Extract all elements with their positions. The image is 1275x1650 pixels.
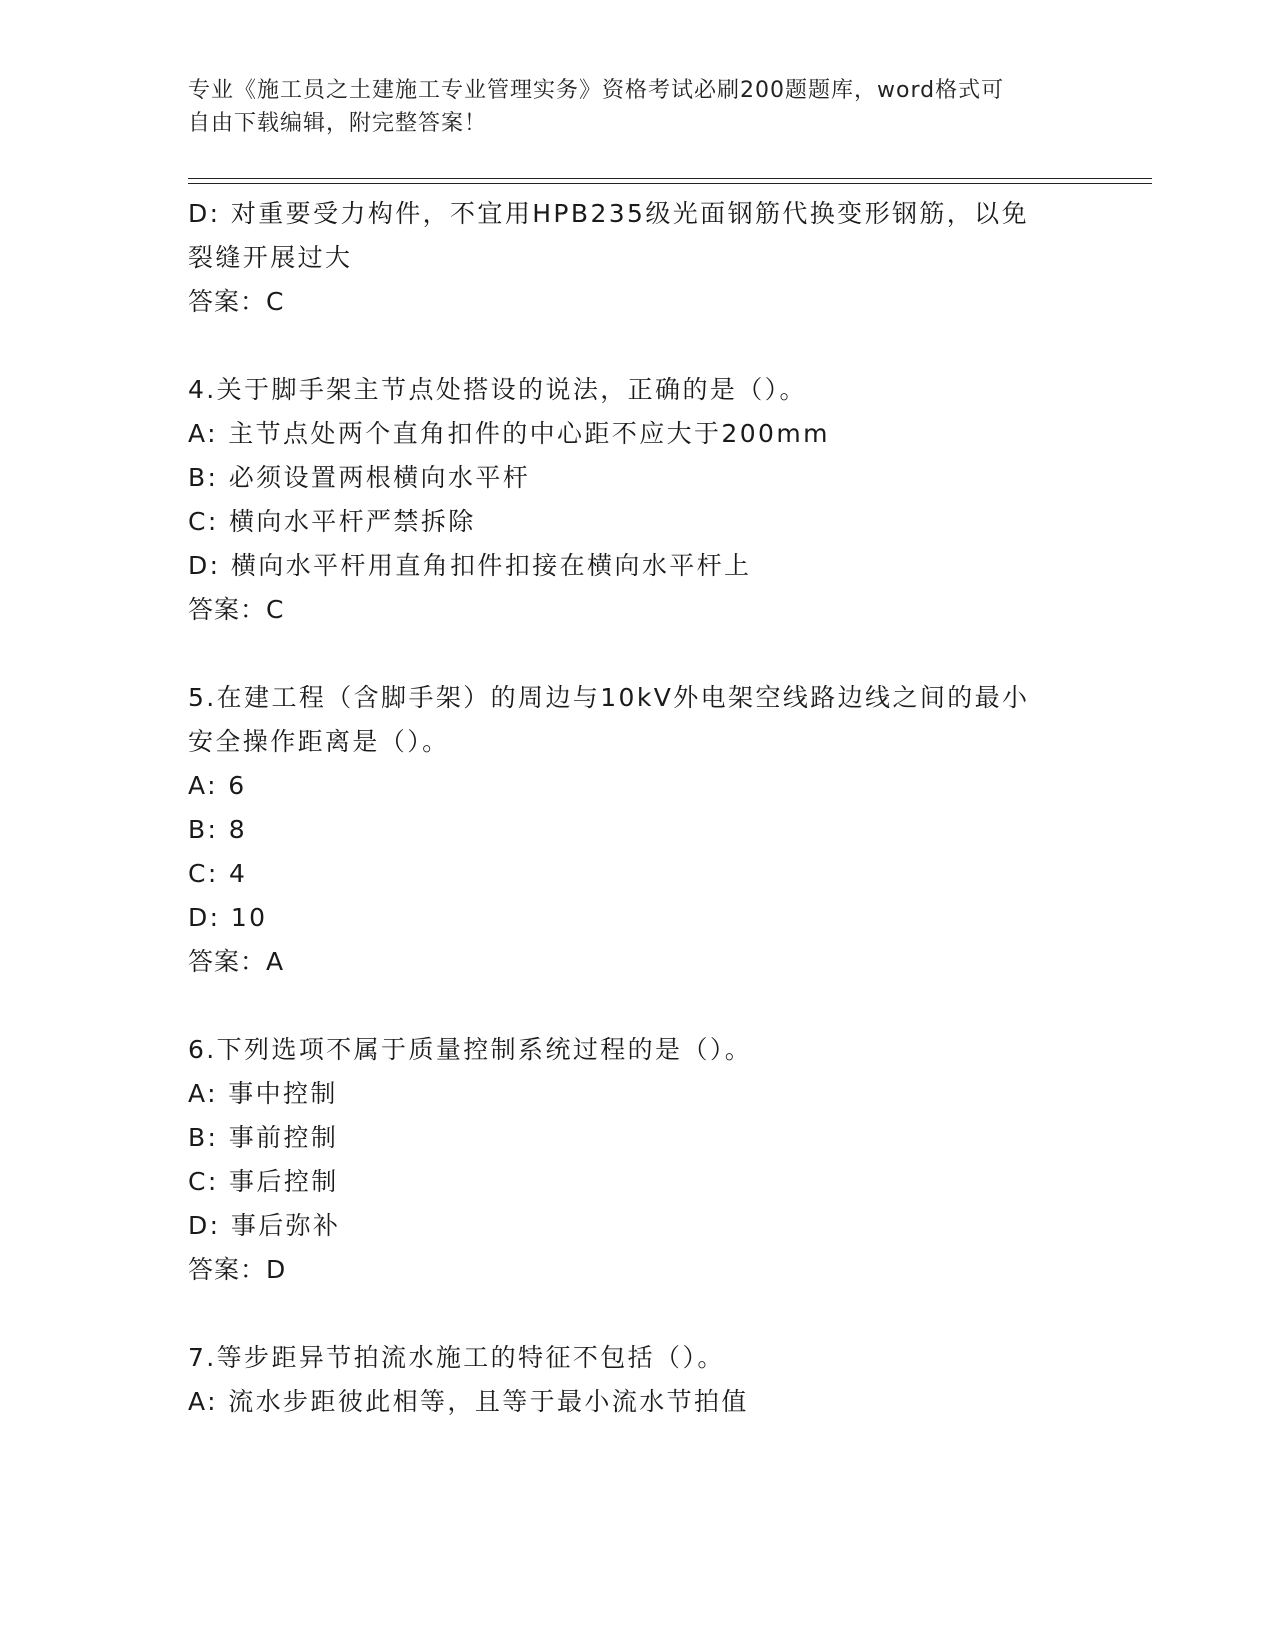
q5-stem-line-1: 5.在建工程（含脚手架）的周边与10kV外电架空线路边线之间的最小 bbox=[188, 683, 1030, 712]
q6-option-c: C: 事后控制 bbox=[188, 1167, 339, 1196]
header-title-line-2: 自由下载编辑，附完整答案！ bbox=[188, 111, 488, 136]
q4-option-c: C: 横向水平杆严禁拆除 bbox=[188, 507, 476, 536]
q6-option-a: A: 事中控制 bbox=[188, 1079, 338, 1108]
q7-option-a: A: 流水步距彼此相等，且等于最小流水节拍值 bbox=[188, 1387, 749, 1416]
q7-stem: 7.等步距异节拍流水施工的特征不包括（）。 bbox=[188, 1343, 725, 1372]
q5-option-c: C: 4 bbox=[188, 859, 248, 888]
header-divider-bottom bbox=[188, 183, 1152, 184]
q5-stem-line-2: 安全操作距离是（）。 bbox=[188, 727, 450, 756]
q4-option-d: D: 横向水平杆用直角扣件扣接在横向水平杆上 bbox=[188, 551, 752, 580]
q6-answer: 答案：D bbox=[188, 1255, 287, 1284]
q6-stem: 6.下列选项不属于质量控制系统过程的是（）。 bbox=[188, 1035, 753, 1064]
q4-stem: 4.关于脚手架主节点处搭设的说法，正确的是（）。 bbox=[188, 375, 807, 404]
q3-option-d-line-1: D: 对重要受力构件，不宜用HPB235级光面钢筋代换变形钢筋，以免 bbox=[188, 199, 1029, 228]
q4-option-a: A: 主节点处两个直角扣件的中心距不应大于200mm bbox=[188, 419, 830, 448]
header-divider-top bbox=[188, 178, 1152, 179]
q6-option-b: B: 事前控制 bbox=[188, 1123, 339, 1152]
q3-answer: 答案：C bbox=[188, 287, 285, 316]
q5-answer: 答案：A bbox=[188, 947, 285, 976]
header-title-line-1: 专业《施工员之土建施工专业管理实务》资格考试必刷200题题库，word格式可 bbox=[188, 78, 1005, 103]
q4-answer: 答案：C bbox=[188, 595, 285, 624]
q5-option-d: D: 10 bbox=[188, 903, 268, 932]
q5-option-b: B: 8 bbox=[188, 815, 248, 844]
q4-option-b: B: 必须设置两根横向水平杆 bbox=[188, 463, 531, 492]
q6-option-d: D: 事后弥补 bbox=[188, 1211, 341, 1240]
document-header bbox=[188, 74, 1068, 140]
q5-option-a: A: 6 bbox=[188, 771, 247, 800]
q3-option-d-line-2: 裂缝开展过大 bbox=[188, 243, 353, 272]
